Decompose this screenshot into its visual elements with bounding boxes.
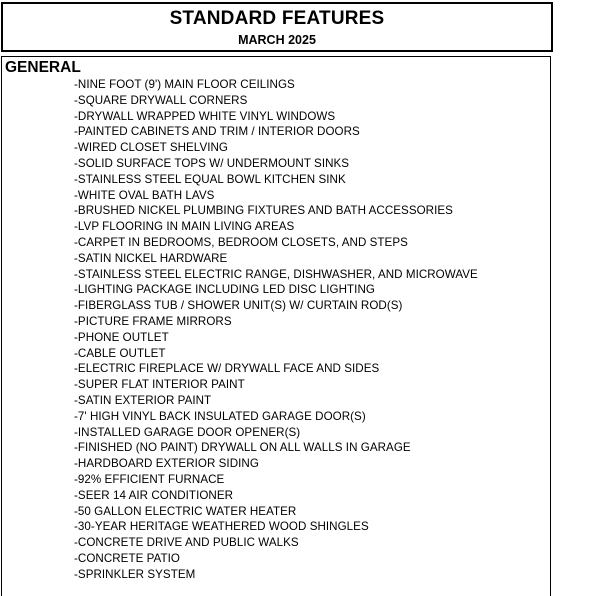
feature-item: -LVP FLOORING IN MAIN LIVING AREAS	[74, 220, 295, 234]
feature-item: -7' HIGH VINYL BACK INSULATED GARAGE DOOR(S)	[74, 409, 366, 423]
feature-item: -SEER 14 AIR CONDITIONER	[74, 488, 234, 502]
feature-item: -CONCRETE DRIVE AND PUBLIC WALKS	[74, 536, 299, 550]
feature-item: -WIRED CLOSET SHELVING	[74, 141, 228, 155]
document-header	[1, 2, 553, 52]
feature-item: -PAINTED CABINETS AND TRIM / INTERIOR DOORS	[74, 125, 360, 139]
feature-item: -LIGHTING PACKAGE INCLUDING LED DISC LIGHTING	[74, 283, 375, 297]
feature-item: -CARPET IN BEDROOMS, BEDROOM CLOSETS, AND STEPS	[74, 235, 408, 249]
feature-item: -NINE FOOT (9') MAIN FLOOR CEILINGS	[74, 78, 295, 91]
feature-item: -STAINLESS STEEL ELECTRIC RANGE, DISHWASHER, AND MICROWAVE	[74, 267, 478, 281]
feature-item: -FINISHED (NO PAINT) DRYWALL ON ALL WALLS IN GARAGE	[74, 441, 411, 455]
feature-item: -SQUARE DRYWALL CORNERS	[74, 93, 248, 107]
feature-item: -SATIN NICKEL HARDWARE	[74, 251, 228, 265]
feature-item: -DRYWALL WRAPPED WHITE VINYL WINDOWS	[74, 109, 336, 123]
feature-item: -FIBERGLASS TUB / SHOWER UNIT(S) W/ CURTAIN ROD(S)	[74, 299, 403, 313]
feature-item: -92% EFFICIENT FURNACE	[74, 472, 225, 486]
feature-item: -SATIN EXTERIOR PAINT	[74, 393, 212, 407]
feature-item: -30-YEAR HERITAGE WEATHERED WOOD SHINGLES	[74, 520, 369, 534]
document-title: STANDARD FEATURES	[169, 8, 385, 29]
feature-item: -CABLE OUTLET	[74, 346, 166, 360]
feature-item: -SUPER FLAT INTERIOR PAINT	[74, 378, 245, 392]
feature-item: -PHONE OUTLET	[74, 330, 169, 344]
feature-item: -INSTALLED GARAGE DOOR OPENER(S)	[74, 425, 301, 439]
feature-item: -STAINLESS STEEL EQUAL BOWL KITCHEN SINK	[74, 172, 346, 186]
document-date: MARCH 2025	[238, 33, 316, 47]
feature-item: -BRUSHED NICKEL PLUMBING FIXTURES AND BATH ACCESSORIES	[74, 204, 453, 218]
feature-item: -PICTURE FRAME MIRRORS	[74, 314, 232, 328]
section-heading: GENERAL	[5, 59, 81, 76]
feature-item: -WHITE OVAL BATH LAVS	[74, 188, 215, 202]
features-section	[1, 56, 551, 596]
feature-item: -CONCRETE PATIO	[74, 551, 180, 565]
feature-item: -SPRINKLER SYSTEM	[74, 567, 196, 581]
feature-item: -50 GALLON ELECTRIC WATER HEATER	[74, 504, 297, 518]
feature-item: -HARDBOARD EXTERIOR SIDING	[74, 457, 259, 471]
feature-item: -SOLID SURFACE TOPS W/ UNDERMOUNT SINKS	[74, 156, 350, 170]
feature-list	[74, 77, 478, 583]
feature-item: -ELECTRIC FIREPLACE W/ DRYWALL FACE AND SIDES	[74, 362, 380, 376]
